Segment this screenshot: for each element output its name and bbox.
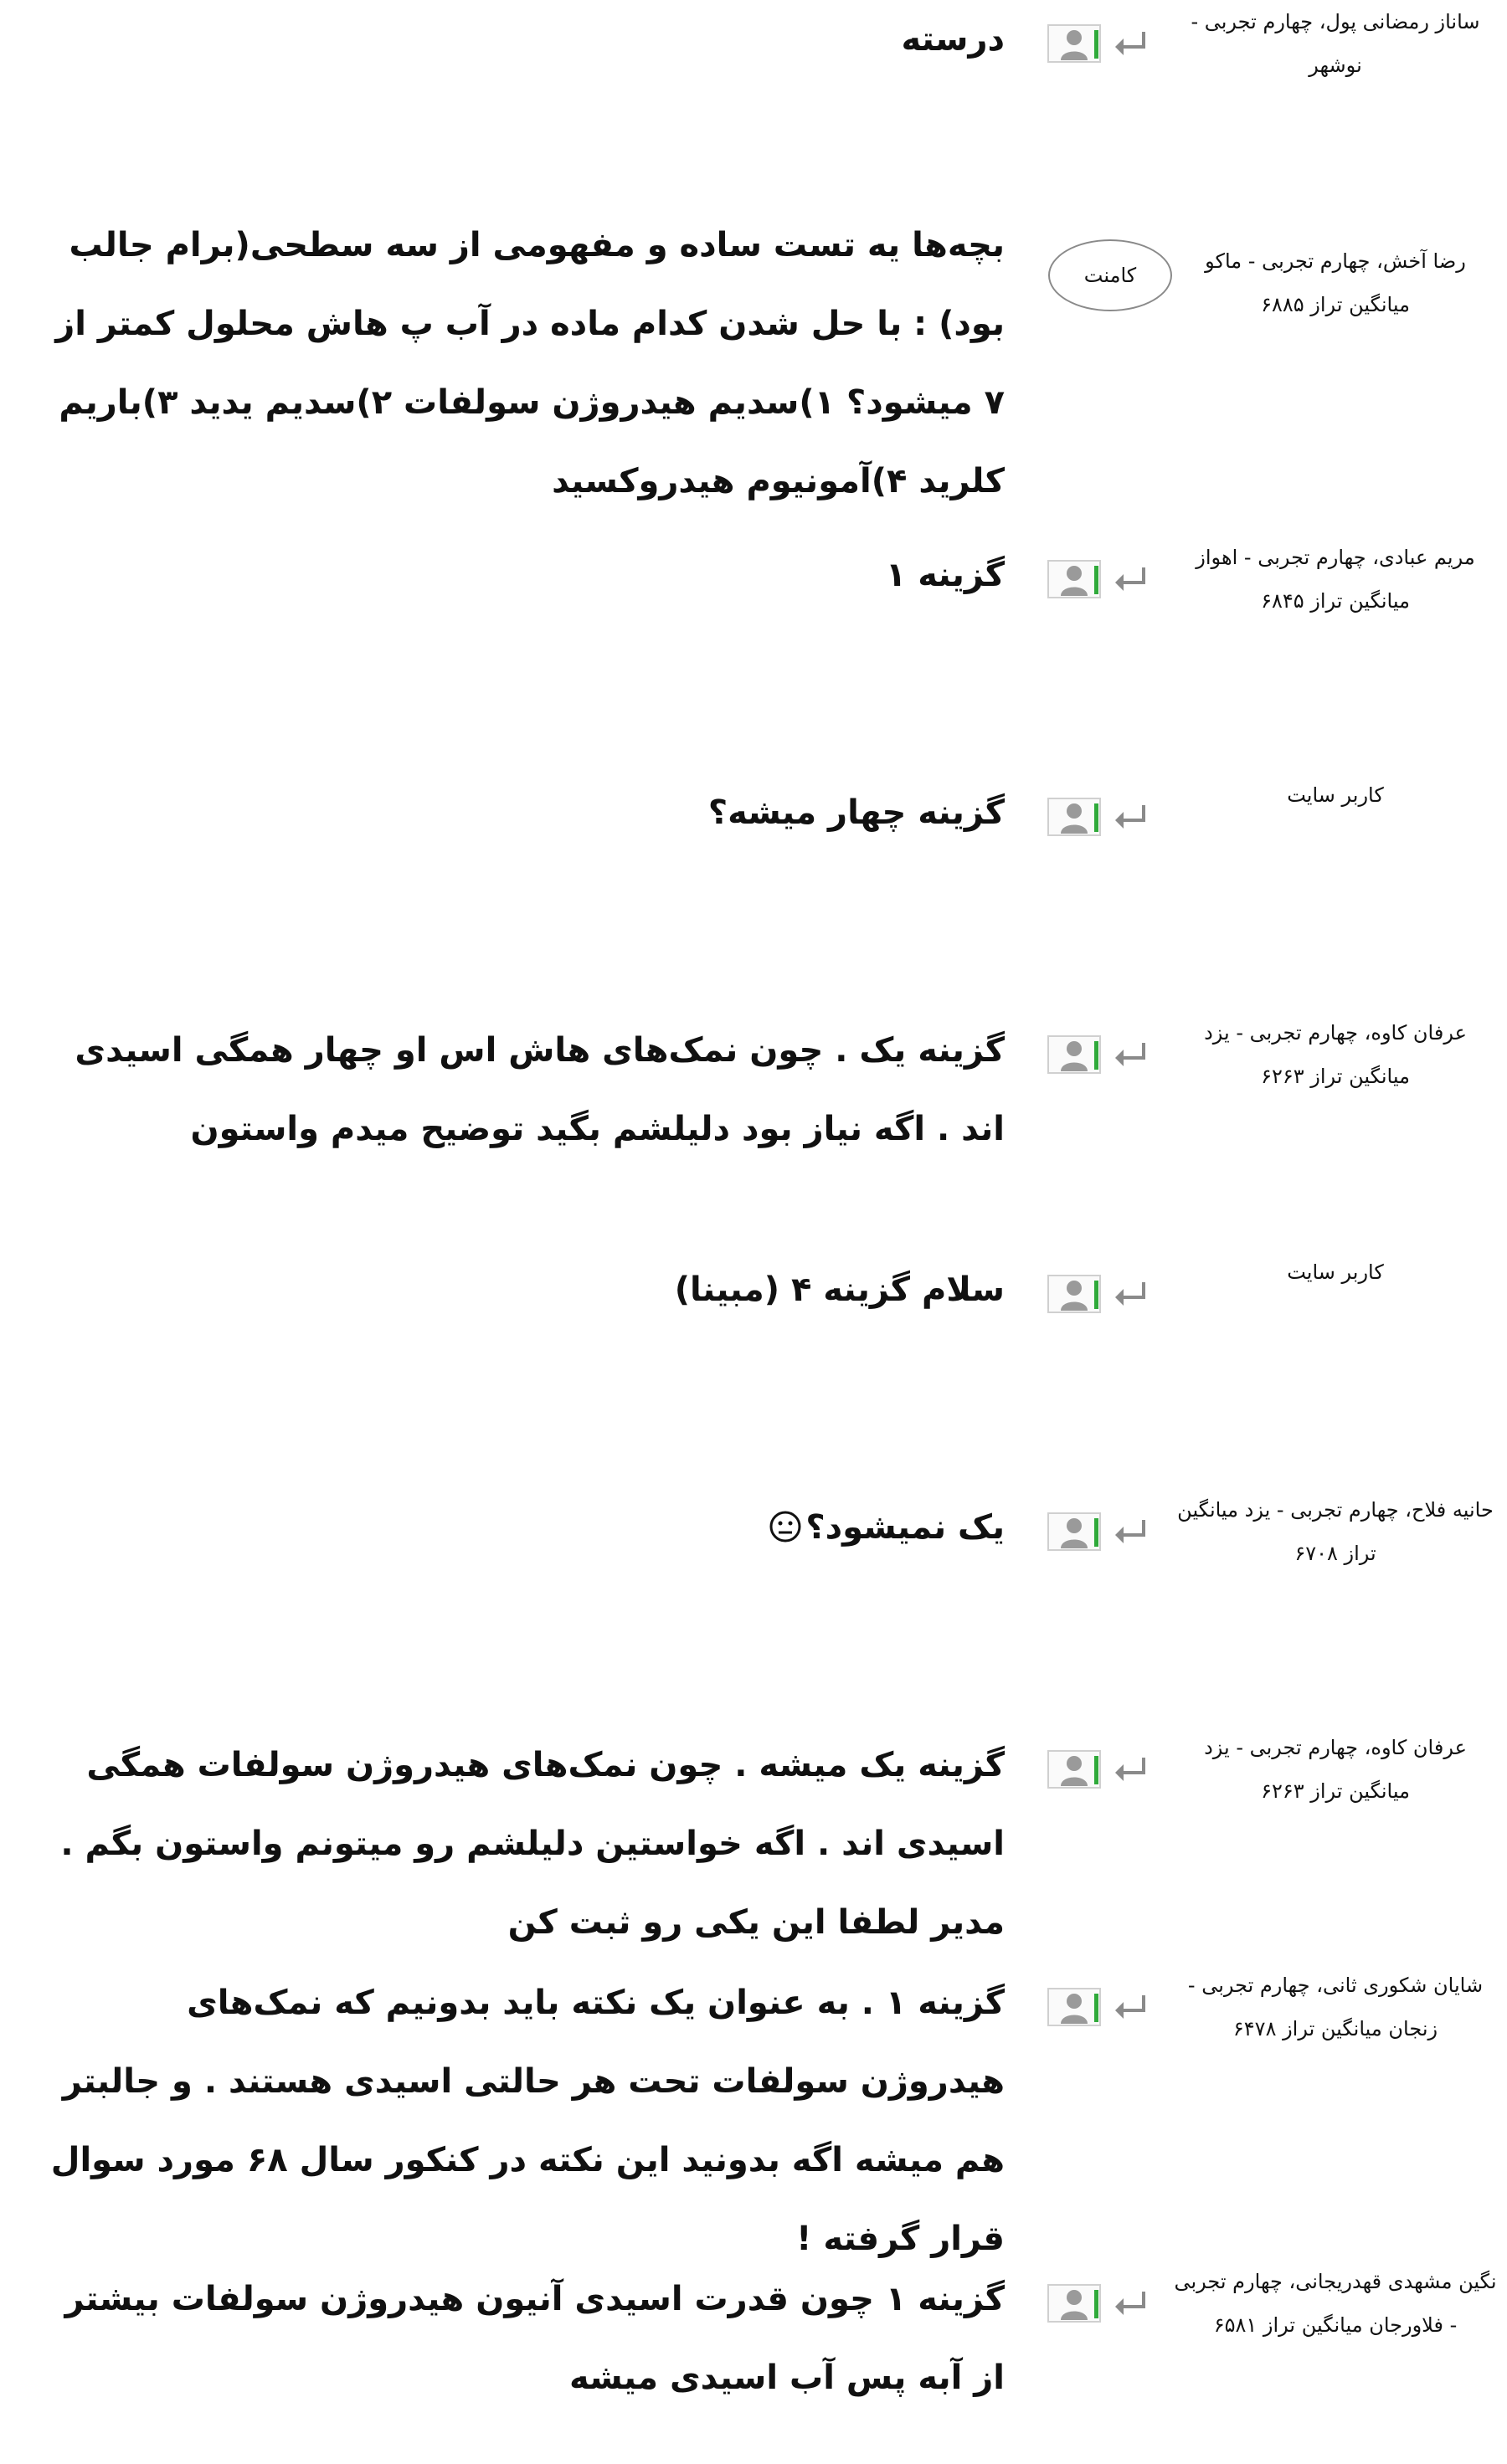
author-name: کاربر سایت xyxy=(1287,783,1384,807)
reply-icon[interactable] xyxy=(1112,1277,1149,1311)
comment-author xyxy=(1172,239,1499,326)
avatar-icon xyxy=(1047,1512,1102,1552)
avatar-icon xyxy=(1047,23,1102,64)
reply-icon[interactable] xyxy=(1112,562,1149,596)
author-name: کاربر سایت xyxy=(1287,1260,1384,1284)
comment-author xyxy=(1172,1964,1499,2051)
comment-text xyxy=(33,1488,1005,1567)
comment-actions xyxy=(1047,1028,1164,1078)
avatar-icon xyxy=(1047,797,1102,837)
author-name: حانیه فلاح، چهارم تجربی - یزد xyxy=(1244,1498,1494,1522)
comment-text: گزینه ۱ چون قدرت اسیدی آنیون هیدروژن سولفات بیشتر از آبه پس آب اسیدی میشه xyxy=(64,2280,1005,2397)
author-score: میانگین تراز ۶۵۸۱ xyxy=(1213,2313,1363,2337)
comment-text: گزینه یک . چون نمک‌های هاش اس او چهار همگی اسیدی اند . اگه نیاز بود دلیلشم بگید توضیح میدم واستون xyxy=(75,1031,1005,1148)
comment-text: گزینه یک میشه . چون نمک‌های هیدروژن سولفات همگی اسیدی اند . اگه خواستین دلیلشم رو میتونم واستون بگم . مدیر لطفا این یکی رو ثبت کن xyxy=(60,1746,1005,1942)
avatar-icon xyxy=(1047,1034,1102,1075)
author-name: شایان شکوری ثانی، چهارم تجربی - زنجان xyxy=(1187,1974,1484,2041)
author-name: رضا آخش، چهارم تجربی - ماکو xyxy=(1205,249,1466,273)
avatar-icon xyxy=(1047,1987,1102,2027)
avatar-icon xyxy=(1047,559,1102,599)
author-name: نگین مشهدی قهدریجانی، چهارم تجربی - فلاورجان xyxy=(1174,2270,1497,2337)
comment-text: بچه‌ها یه تست ساده و مفهومی از سه سطحی(برام جالب بود) : با حل شدن کدام ماده در آب پ هاش محلول کمتر از ۷ میشود؟ ۱)سدیم هیدروژن سولفات ۲)سدیم یدید ۳)باریم کلرید ۴)آمونیوم هیدروکسید xyxy=(55,226,1005,501)
comment-actions xyxy=(1047,1743,1164,1793)
author-score: میانگین تراز ۶۷۰۸ xyxy=(1177,1498,1376,1565)
comment-actions xyxy=(1047,1267,1164,1317)
comment-author xyxy=(1172,536,1499,623)
author-score: میانگین تراز ۶۲۶۳ xyxy=(1261,1065,1410,1088)
reply-icon[interactable] xyxy=(1112,1515,1149,1548)
comment-text-content: یک نمیشود؟ xyxy=(805,1508,1005,1547)
comment-author xyxy=(1172,2260,1499,2347)
comment-author xyxy=(1172,0,1499,87)
neutral-face-icon xyxy=(769,1510,802,1543)
author-score: میانگین تراز ۶۸۸۵ xyxy=(1261,293,1410,316)
comment-author xyxy=(1172,1250,1499,1294)
reply-icon[interactable] xyxy=(1112,1990,1149,2024)
reply-icon[interactable] xyxy=(1112,1753,1149,1786)
author-score: میانگین تراز ۶۴۷۸ xyxy=(1232,2017,1382,2041)
comment-author xyxy=(1172,1011,1499,1098)
comment-actions xyxy=(1047,790,1164,840)
comment-text: درسته xyxy=(901,20,1005,59)
author-score: میانگین تراز ۶۸۴۵ xyxy=(1261,589,1410,613)
comment-text: گزینه ۱ xyxy=(885,556,1005,594)
comment-author xyxy=(1172,1488,1499,1575)
comment-text: گزینه چهار میشه؟ xyxy=(707,793,1005,832)
reply-icon[interactable] xyxy=(1112,1038,1149,1071)
comment-actions xyxy=(1047,17,1164,67)
reply-icon[interactable] xyxy=(1112,2287,1149,2320)
author-name: ساناز رمضانی پول، چهارم تجربی - نوشهر xyxy=(1191,10,1480,77)
author-name: مریم عبادی، چهارم تجربی - اهواز xyxy=(1196,546,1475,569)
comment-author xyxy=(1172,773,1499,817)
comment-text: گزینه ۱ . به عنوان یک نکته باید بدونیم که نمک‌های هیدروژن سولفات تحت هر حالتی اسیدی هستند . و جالبتر هم میشه اگه بدونید این نکته در کنکور سال ۶۸ مورد سوال قرار گرفته ! xyxy=(50,1984,1005,2258)
reply-icon[interactable] xyxy=(1112,27,1149,60)
comment-button[interactable]: کامنت xyxy=(1048,239,1172,311)
comment-actions xyxy=(1047,552,1164,603)
avatar-icon xyxy=(1047,1749,1102,1789)
author-name: عرفان کاوه، چهارم تجربی - یزد xyxy=(1204,1021,1467,1045)
comment-actions xyxy=(1047,2277,1164,2327)
comment-author xyxy=(1172,1726,1499,1813)
comment-actions xyxy=(1047,1505,1164,1555)
reply-icon[interactable] xyxy=(1112,800,1149,834)
avatar-icon xyxy=(1047,1274,1102,1314)
author-name: عرفان کاوه، چهارم تجربی - یزد xyxy=(1204,1736,1467,1759)
comment-actions xyxy=(1047,1980,1164,2030)
author-score: میانگین تراز ۶۲۶۳ xyxy=(1261,1779,1410,1803)
avatar-icon xyxy=(1047,2283,1102,2323)
comment-text: سلام گزینه ۴ (مبینا) xyxy=(674,1270,1005,1309)
